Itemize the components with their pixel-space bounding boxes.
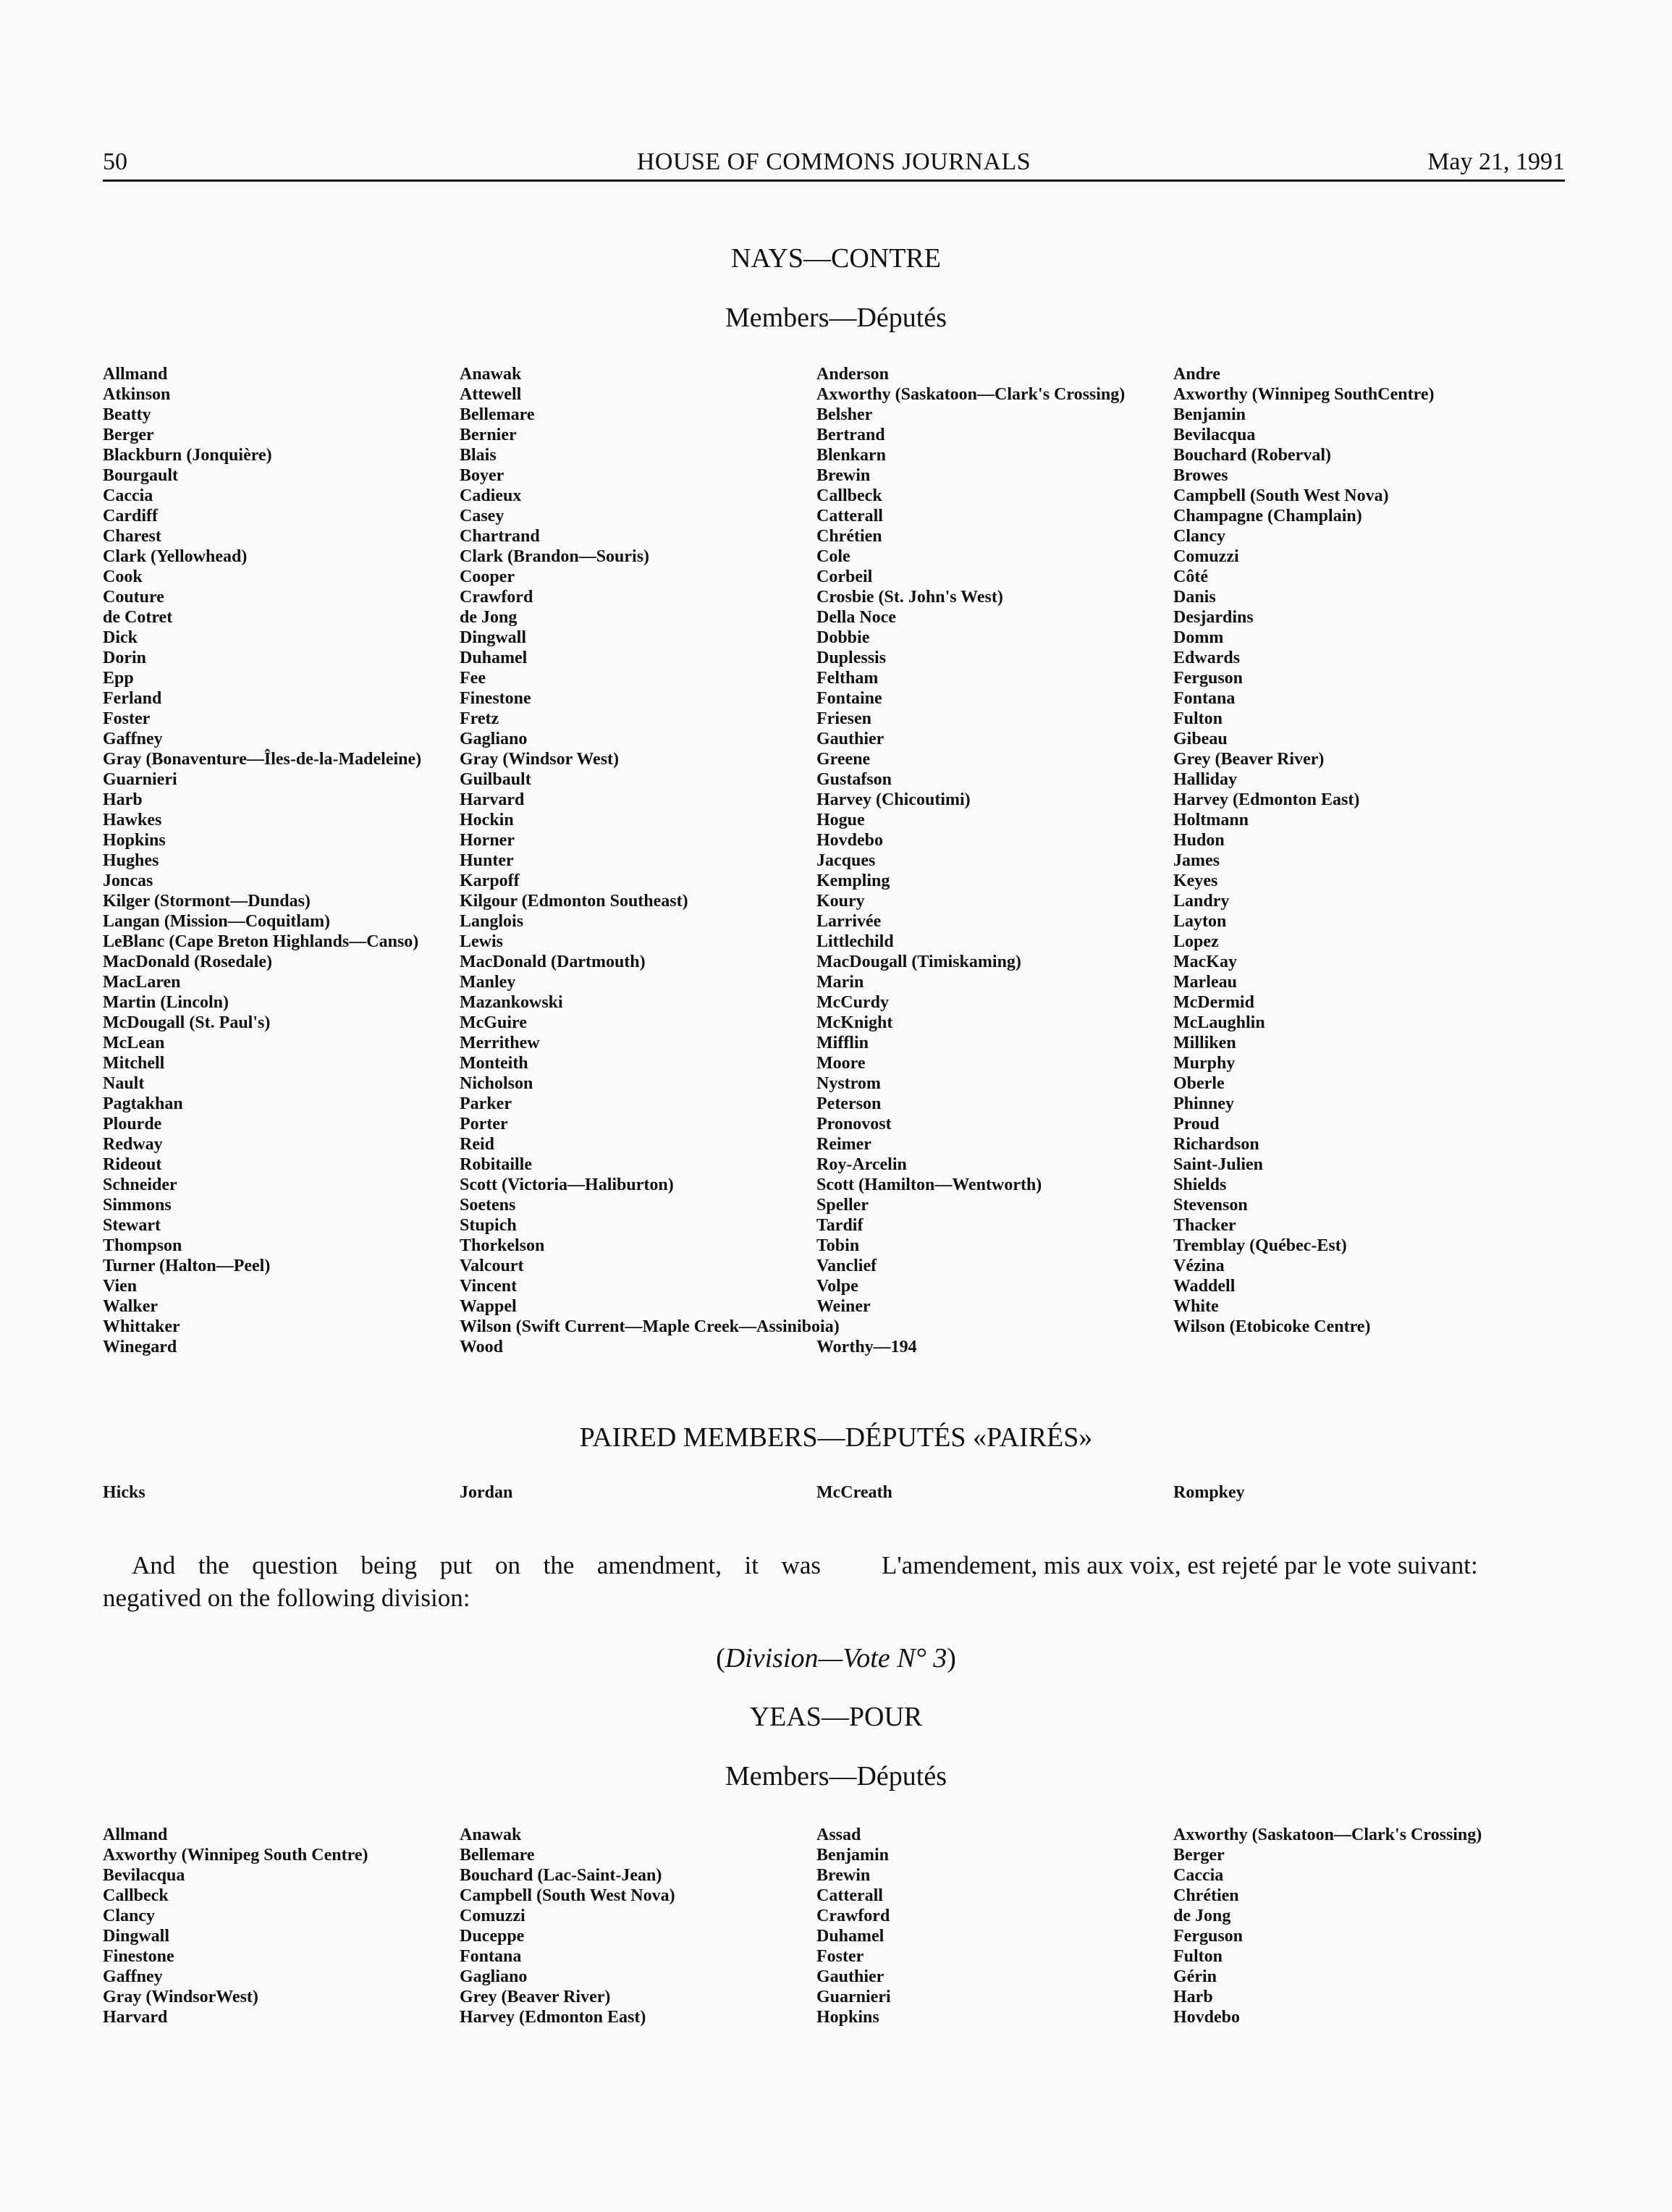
paired-member: McCreath xyxy=(816,1483,892,1502)
member-name: Ferguson xyxy=(1173,669,1243,688)
member-name: Benjamin xyxy=(816,1846,890,1865)
member-name: Thacker xyxy=(1173,1216,1236,1235)
member-name: Milliken xyxy=(1173,1034,1236,1052)
yeas-column xyxy=(1173,1825,1565,2027)
member-name: Plourde xyxy=(103,1115,162,1134)
member-name: Benjamin xyxy=(1173,405,1246,424)
member-name: Speller xyxy=(816,1196,869,1215)
journal-title: HOUSE OF COMMONS JOURNALS xyxy=(636,148,1031,175)
member-name: de Jong xyxy=(1173,1907,1231,1925)
member-name: Gaffney xyxy=(103,730,163,748)
member-name: Tremblay (Québec-Est) xyxy=(1173,1236,1347,1255)
member-name: Brewin xyxy=(816,1866,871,1885)
member-name: Gauthier xyxy=(816,730,884,748)
member-name: Koury xyxy=(816,892,865,911)
member-name: Hawkes xyxy=(103,811,162,830)
member-name: Anderson xyxy=(816,365,890,384)
member-name: Kilger (Stormont—Dundas) xyxy=(103,892,311,911)
member-name: Couture xyxy=(103,588,164,607)
member-name xyxy=(816,1317,1173,1337)
member-name: Danis xyxy=(1173,588,1216,607)
member-name: Harvard xyxy=(103,2008,168,2027)
member-name: Schneider xyxy=(103,1175,177,1194)
member-name: Langan (Mission—Coquitlam) xyxy=(103,912,331,931)
member-name: Duhamel xyxy=(816,1927,884,1946)
member-name: McGuire xyxy=(460,1013,527,1032)
member-name: Manley xyxy=(460,973,516,992)
amendment-english-line: negatived on the following division: xyxy=(103,1584,470,1612)
member-name: Ferland xyxy=(103,689,162,708)
member-name: Layton xyxy=(1173,912,1227,931)
member-name: Reid xyxy=(460,1135,494,1154)
member-name: Kempling xyxy=(816,871,890,890)
member-name: Tobin xyxy=(816,1236,860,1255)
member-name: Karpoff xyxy=(460,871,520,890)
member-name: Wilson (Swift Current—Maple Creek—Assiniboia) xyxy=(460,1317,840,1336)
member-name: Whittaker xyxy=(103,1317,180,1336)
member-name: Bouchard (Lac-Saint-Jean) xyxy=(460,1866,662,1885)
nays-subheading: Members—Députés xyxy=(725,303,947,333)
member-name: Scott (Hamilton—Wentworth) xyxy=(816,1175,1042,1194)
amendment-english-line: And the question being put on the amendment, it was xyxy=(132,1551,821,1579)
member-name: Harb xyxy=(1173,1988,1213,2006)
member-name: Axworthy (Winnipeg South Centre) xyxy=(103,1846,368,1865)
nays-heading: NAYS—CONTRE xyxy=(731,243,941,274)
member-name: Murphy xyxy=(1173,1054,1236,1073)
member-name: Dingwall xyxy=(103,1927,170,1946)
member-name: Weiner xyxy=(816,1297,871,1316)
division-open-paren: ( xyxy=(716,1643,725,1673)
member-name: Beatty xyxy=(103,405,151,424)
member-name: Hogue xyxy=(816,811,865,830)
member-name: Chartrand xyxy=(460,527,540,546)
paired-member: Rompkey xyxy=(1173,1483,1245,1502)
member-name: Duplessis xyxy=(816,649,887,667)
member-name: Scott (Victoria—Haliburton) xyxy=(460,1175,674,1194)
member-name: Bellemare xyxy=(460,1846,535,1865)
member-name: Greene xyxy=(816,750,871,769)
paired-member: Hicks xyxy=(103,1483,145,1502)
member-name: Catterall xyxy=(816,507,883,525)
member-name: Lewis xyxy=(460,932,503,951)
yeas-column xyxy=(103,1825,460,2027)
member-name: Epp xyxy=(103,669,134,688)
member-name: Catterall xyxy=(816,1886,883,1905)
member-name: Hopkins xyxy=(816,2008,879,2027)
division-close-paren: ) xyxy=(947,1643,956,1673)
member-name: Gray (Windsor West) xyxy=(460,750,620,769)
member-name: Grey (Beaver River) xyxy=(460,1988,611,2006)
member-name: Crosbie (St. John's West) xyxy=(816,588,1003,607)
member-name: Andre xyxy=(1173,365,1220,384)
member-name: Ferguson xyxy=(1173,1927,1243,1946)
nays-column xyxy=(1173,364,1565,1357)
member-name: Côté xyxy=(1173,567,1208,586)
member-name: Harb xyxy=(103,790,143,809)
member-name: Monteith xyxy=(460,1054,528,1073)
member-name: Harvey (Edmonton East) xyxy=(1173,790,1360,809)
member-name: Charest xyxy=(103,527,161,546)
member-name: Casey xyxy=(460,507,504,525)
member-name: Langlois xyxy=(460,912,524,931)
member-name: Bevilacqua xyxy=(1173,426,1256,444)
member-name: Blackburn (Jonquière) xyxy=(103,446,272,465)
member-name: Finestone xyxy=(103,1947,174,1966)
yeas-member-list xyxy=(103,1825,1565,2027)
member-name: Reimer xyxy=(816,1135,871,1154)
member-name: Chrétien xyxy=(816,527,882,546)
member-name: McKnight xyxy=(816,1013,893,1032)
member-name: Pagtakhan xyxy=(103,1094,183,1113)
member-name: Stupich xyxy=(460,1216,517,1235)
member-name: Clark (Yellowhead) xyxy=(103,547,248,566)
member-name: Volpe xyxy=(816,1277,858,1296)
nays-column xyxy=(103,364,460,1357)
member-name: Mitchell xyxy=(103,1054,165,1073)
member-name: Feltham xyxy=(816,669,879,688)
member-name: Nystrom xyxy=(816,1074,881,1093)
member-name: Tardif xyxy=(816,1216,864,1235)
member-name: LeBlanc (Cape Breton Highlands—Canso) xyxy=(103,932,419,951)
division-label xyxy=(0,1642,1672,1675)
member-name: Blenkarn xyxy=(816,446,887,465)
member-name: White xyxy=(1173,1297,1219,1316)
member-name: Valcourt xyxy=(460,1257,524,1275)
member-name: Friesen xyxy=(816,709,871,728)
member-name: Gauthier xyxy=(816,1967,884,1986)
member-name: Harvey (Edmonton East) xyxy=(460,2008,646,2027)
member-name: Phinney xyxy=(1173,1094,1235,1113)
member-name: Crawford xyxy=(460,588,533,607)
member-name: Campbell (South West Nova) xyxy=(1173,486,1389,505)
member-name: Caccia xyxy=(103,486,153,505)
member-name: Merrithew xyxy=(460,1034,540,1052)
member-name: Hockin xyxy=(460,811,514,830)
member-name: McDougall (St. Paul's) xyxy=(103,1013,271,1032)
member-name: Lopez xyxy=(1173,932,1219,951)
member-name: Mifflin xyxy=(816,1034,869,1052)
member-name: Stevenson xyxy=(1173,1196,1248,1215)
member-name: Belsher xyxy=(816,405,873,424)
member-name: Dobbie xyxy=(816,628,870,647)
member-name: Browes xyxy=(1173,466,1228,485)
member-name: Axworthy (Saskatoon—Clark's Crossing) xyxy=(816,385,1126,404)
member-name: Bertrand xyxy=(816,426,885,444)
member-name: Assad xyxy=(816,1825,861,1844)
member-name: Gaffney xyxy=(103,1967,163,1986)
yeas-heading: YEAS—POUR xyxy=(749,1702,923,1732)
member-name: McCurdy xyxy=(816,993,889,1012)
member-name: Wappel xyxy=(460,1297,517,1316)
member-name: Marin xyxy=(816,973,864,992)
member-name: Gagliano xyxy=(460,1967,528,1986)
member-name: Littlechild xyxy=(816,932,894,951)
member-name: Comuzzi xyxy=(1173,547,1239,566)
member-name: Parker xyxy=(460,1094,512,1113)
member-name: Stewart xyxy=(103,1216,161,1235)
member-name: Guilbault xyxy=(460,770,531,789)
member-name: Comuzzi xyxy=(460,1907,525,1925)
member-name: Soetens xyxy=(460,1196,516,1215)
member-name: Nicholson xyxy=(460,1074,533,1093)
member-name: Gagliano xyxy=(460,730,528,748)
member-name: Duhamel xyxy=(460,649,528,667)
member-name: Attewell xyxy=(460,385,522,404)
member-name: Blais xyxy=(460,446,497,465)
amendment-text-english xyxy=(103,1549,821,1614)
member-name: Chrétien xyxy=(1173,1886,1239,1905)
member-name: Hudon xyxy=(1173,831,1225,850)
member-name: Dingwall xyxy=(460,628,527,647)
member-name: Robitaille xyxy=(460,1155,532,1174)
member-name: Fontaine xyxy=(816,689,882,708)
member-name: Bernier xyxy=(460,426,517,444)
member-name: Marleau xyxy=(1173,973,1237,992)
member-name: Jacques xyxy=(816,851,876,870)
member-name: Guarnieri xyxy=(816,1988,891,2006)
member-name: MacDougall (Timiskaming) xyxy=(816,953,1021,971)
paired-heading: PAIRED MEMBERS—DÉPUTÉS «PAIRÉS» xyxy=(579,1422,1093,1453)
member-name: Dorin xyxy=(103,649,146,667)
member-name: Clancy xyxy=(103,1907,155,1925)
member-name: Della Noce xyxy=(816,608,896,627)
member-name: Atkinson xyxy=(103,385,171,404)
member-name: Proud xyxy=(1173,1115,1220,1134)
member-name: Worthy—194 xyxy=(816,1338,917,1356)
member-name: Edwards xyxy=(1173,649,1241,667)
member-name: Wood xyxy=(460,1338,504,1356)
member-name: Roy-Arcelin xyxy=(816,1155,907,1174)
member-name: Callbeck xyxy=(103,1886,169,1905)
member-name: Pronovost xyxy=(816,1115,892,1134)
member-name: Cardiff xyxy=(103,507,158,525)
member-name: Berger xyxy=(103,426,154,444)
member-name: McLean xyxy=(103,1034,165,1052)
member-name: Campbell (South West Nova) xyxy=(460,1886,675,1905)
member-name: Peterson xyxy=(816,1094,882,1113)
yeas-subheading: Members—Députés xyxy=(725,1761,947,1791)
member-name: Callbeck xyxy=(816,486,882,505)
member-name: Oberle xyxy=(1173,1074,1225,1093)
member-name: Gibeau xyxy=(1173,730,1228,748)
member-name: Allmand xyxy=(103,365,168,384)
member-name: Fretz xyxy=(460,709,499,728)
member-name: Saint-Julien xyxy=(1173,1155,1264,1174)
yeas-column xyxy=(816,1825,1173,2027)
member-name: Vézina xyxy=(1173,1257,1225,1275)
member-name: Fee xyxy=(460,669,486,688)
page-header xyxy=(103,145,1565,182)
member-name: Hovdebo xyxy=(1173,2008,1241,2027)
member-name: Horner xyxy=(460,831,515,850)
member-name: Clancy xyxy=(1173,527,1225,546)
member-name: Gray (WindsorWest) xyxy=(103,1988,258,2006)
member-name: Fontana xyxy=(1173,689,1236,708)
member-name: Landry xyxy=(1173,892,1230,911)
member-name: Kilgour (Edmonton Southeast) xyxy=(460,892,688,911)
member-name: Redway xyxy=(103,1135,163,1154)
member-name: Fontana xyxy=(460,1947,522,1966)
member-name: Gérin xyxy=(1173,1967,1217,1986)
member-name: Corbeil xyxy=(816,567,873,586)
member-name: Rideout xyxy=(103,1155,162,1174)
member-name: Champagne (Champlain) xyxy=(1173,507,1362,525)
member-name: Nault xyxy=(103,1074,145,1093)
member-name: Duceppe xyxy=(460,1927,525,1946)
member-name: MacDonald (Dartmouth) xyxy=(460,953,646,971)
member-name: Axworthy (Winnipeg SouthCentre) xyxy=(1173,385,1435,404)
page-number: 50 xyxy=(103,148,127,175)
member-name: Dick xyxy=(103,628,138,647)
member-name: Richardson xyxy=(1173,1135,1259,1154)
member-name: Vanclief xyxy=(816,1257,877,1275)
member-name: Joncas xyxy=(103,871,153,890)
nays-member-list xyxy=(103,364,1565,1357)
division-title: Division—Vote N° 3 xyxy=(725,1643,947,1673)
member-name: Mazankowski xyxy=(460,993,563,1012)
member-name: Hunter xyxy=(460,851,514,870)
member-name: de Cotret xyxy=(103,608,173,627)
member-name: Bouchard (Roberval) xyxy=(1173,446,1331,465)
member-name: Cole xyxy=(816,547,850,566)
amendment-text-french: L'amendement, mis aux voix, est rejeté par le vote suivant: xyxy=(882,1551,1478,1579)
member-name: Allmand xyxy=(103,1825,168,1844)
member-name: Larrivée xyxy=(816,912,882,931)
member-name: Clark (Brandon—Souris) xyxy=(460,547,650,566)
member-name: Shields xyxy=(1173,1175,1227,1194)
member-name: Martin (Lincoln) xyxy=(103,993,229,1012)
member-name: Vincent xyxy=(460,1277,518,1296)
member-name: Boyer xyxy=(460,466,504,485)
member-name: Cook xyxy=(103,567,143,586)
member-name: Cadieux xyxy=(460,486,522,505)
member-name: Fulton xyxy=(1173,709,1223,728)
member-name: Bellemare xyxy=(460,405,535,424)
member-name: James xyxy=(1173,851,1220,870)
member-name: Hovdebo xyxy=(816,831,884,850)
journal-date: May 21, 1991 xyxy=(1427,148,1565,175)
member-name: MacKay xyxy=(1173,953,1237,971)
yeas-column xyxy=(460,1825,816,2027)
member-name: Waddell xyxy=(1173,1277,1236,1296)
member-name: Harvey (Chicoutimi) xyxy=(816,790,971,809)
paired-member-list xyxy=(103,1482,1565,1503)
member-name: Simmons xyxy=(103,1196,172,1215)
member-name: Caccia xyxy=(1173,1866,1224,1885)
member-name: Winegard xyxy=(103,1338,177,1356)
member-name: Bourgault xyxy=(103,466,179,485)
member-name: Brewin xyxy=(816,466,871,485)
member-name: Moore xyxy=(816,1054,866,1073)
nays-column xyxy=(816,364,1173,1357)
member-name: Turner (Halton—Peel) xyxy=(103,1257,271,1275)
member-name: Gustafson xyxy=(816,770,892,789)
member-name: Crawford xyxy=(816,1907,890,1925)
member-name: Fulton xyxy=(1173,1947,1223,1966)
member-name: Wilson (Etobicoke Centre) xyxy=(1173,1317,1371,1336)
member-name: Holtmann xyxy=(1173,811,1249,830)
member-name: McDermid xyxy=(1173,993,1254,1012)
member-name: Anawak xyxy=(460,1825,522,1844)
member-name: MacLaren xyxy=(103,973,181,992)
member-name: McLaughlin xyxy=(1173,1013,1265,1032)
member-name: Harvard xyxy=(460,790,525,809)
paired-member: Jordan xyxy=(460,1483,513,1502)
member-name: Foster xyxy=(103,709,151,728)
member-name: Foster xyxy=(816,1947,864,1966)
member-name: Cooper xyxy=(460,567,515,586)
member-name: Halliday xyxy=(1173,770,1238,789)
member-name: Porter xyxy=(460,1115,508,1134)
member-name: Guarnieri xyxy=(103,770,177,789)
member-name: Berger xyxy=(1173,1846,1225,1865)
member-name: Finestone xyxy=(460,689,531,708)
member-name: Domm xyxy=(1173,628,1224,647)
member-name: Hughes xyxy=(103,851,159,870)
member-name: Thorkelson xyxy=(460,1236,545,1255)
member-name: Anawak xyxy=(460,365,522,384)
member-name: Keyes xyxy=(1173,871,1218,890)
member-name: MacDonald (Rosedale) xyxy=(103,953,272,971)
member-name: Grey (Beaver River) xyxy=(1173,750,1325,769)
member-name: Hopkins xyxy=(103,831,166,850)
member-name: Vien xyxy=(103,1277,138,1296)
member-name: Gray (Bonaventure—Îles-de-la-Madeleine) xyxy=(103,750,422,769)
member-name: Desjardins xyxy=(1173,608,1254,627)
member-name: Thompson xyxy=(103,1236,182,1255)
member-name: Walker xyxy=(103,1297,158,1316)
member-name: Axworthy (Saskatoon—Clark's Crossing) xyxy=(1173,1825,1482,1844)
member-name: Bevilacqua xyxy=(103,1866,185,1885)
member-name: de Jong xyxy=(460,608,518,627)
